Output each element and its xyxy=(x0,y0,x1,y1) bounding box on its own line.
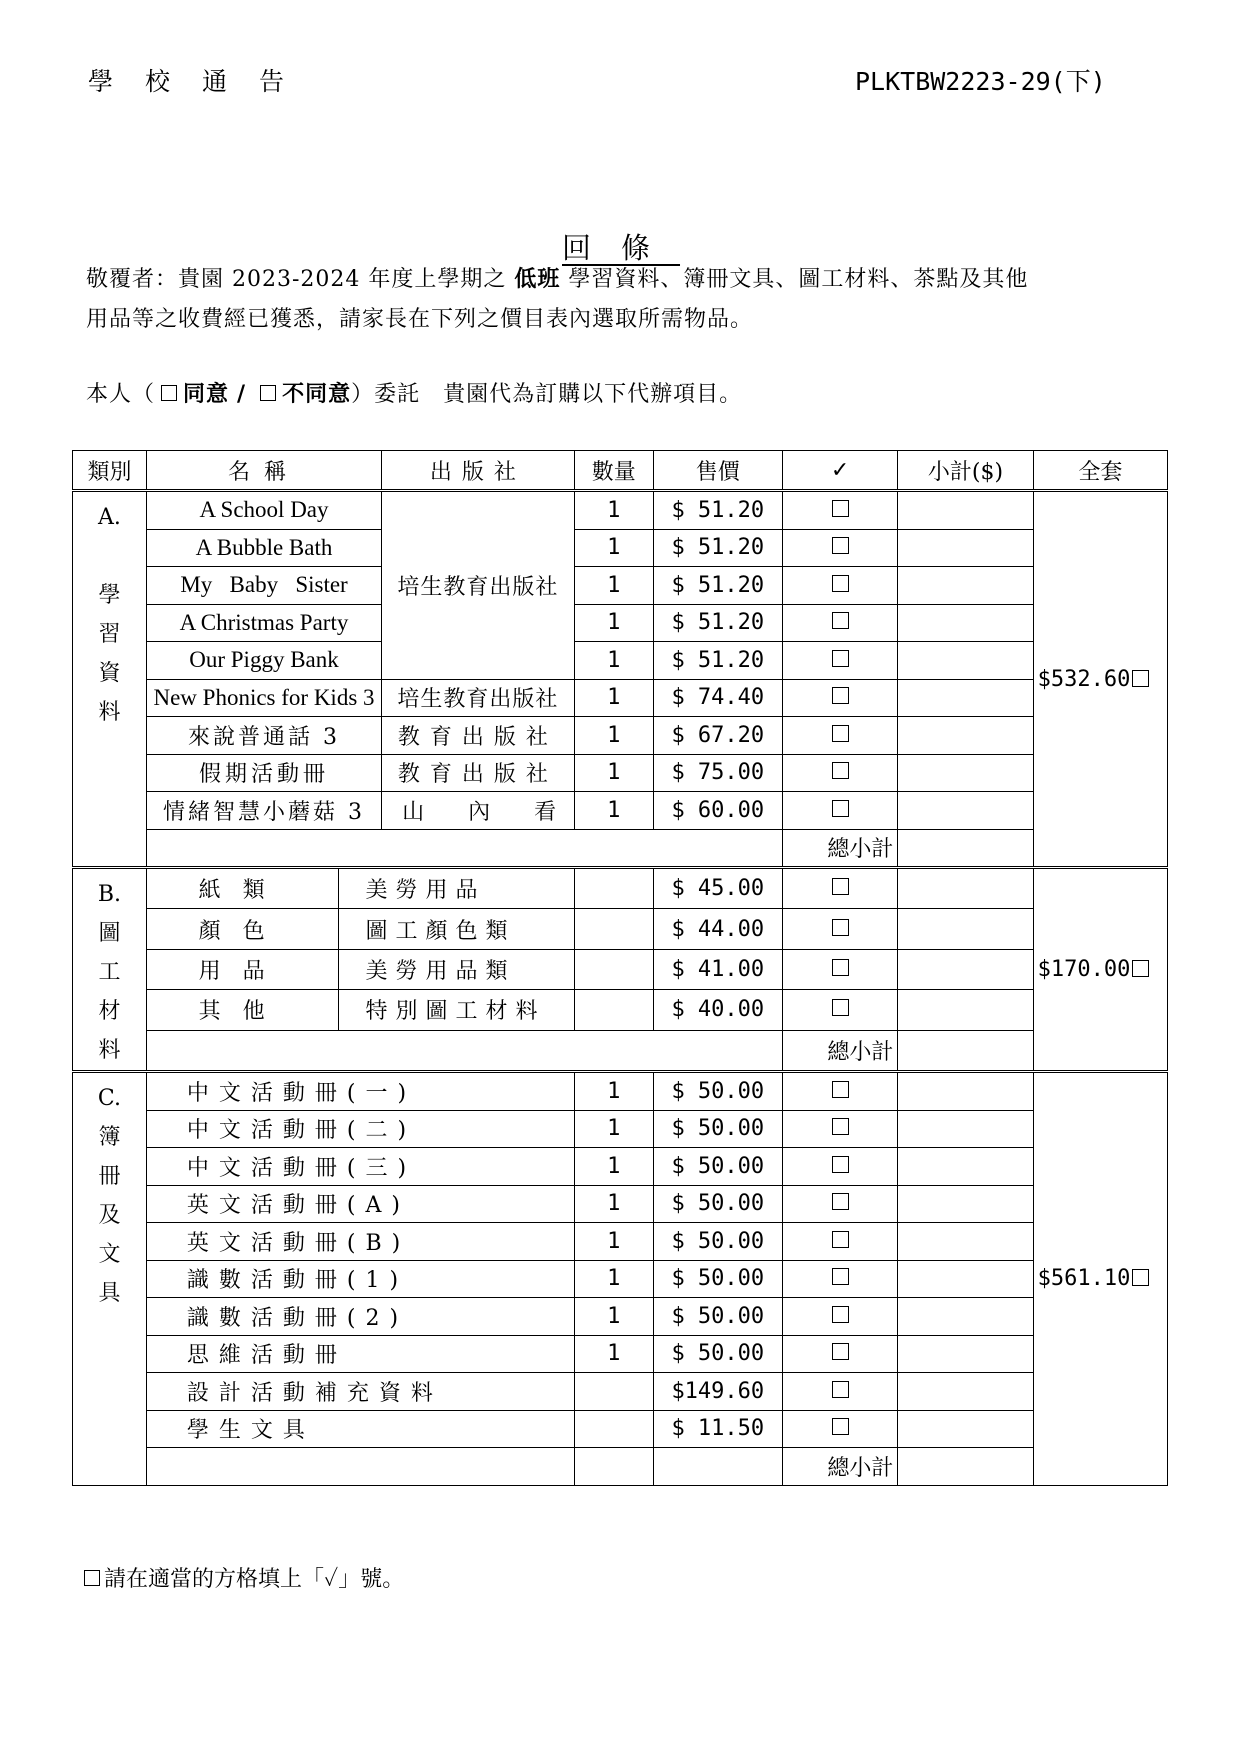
category-letter: C. xyxy=(97,1086,121,1111)
item-description: 美勞用品類 xyxy=(339,949,574,989)
consent-separator: / xyxy=(237,382,247,407)
item-name: 英文活動冊(A) xyxy=(146,1185,574,1223)
item-price: $149.60 xyxy=(653,1373,782,1411)
table-row xyxy=(73,949,1168,989)
table-row xyxy=(73,1335,1168,1373)
header-price: 售價 xyxy=(653,451,782,491)
set-checkbox[interactable] xyxy=(1132,1269,1149,1286)
table-row xyxy=(73,679,1168,717)
subtotal-label: 總小計 xyxy=(782,829,898,868)
blank-cell xyxy=(146,829,782,868)
blank-cell xyxy=(146,1448,574,1486)
item-publisher: 教育出版社 xyxy=(382,754,575,792)
item-qty xyxy=(574,868,653,909)
item-checkbox[interactable] xyxy=(782,1410,898,1448)
item-name: 學生文具 xyxy=(146,1410,574,1448)
item-qty: 1 xyxy=(574,1148,653,1186)
item-price: $ 75.00 xyxy=(653,754,782,792)
item-subtotal-cell[interactable] xyxy=(898,1298,1033,1336)
item-subtotal-cell[interactable] xyxy=(898,1335,1033,1373)
notice-reference-code: PLKTBW2223-29(下) xyxy=(855,67,1106,96)
item-checkbox[interactable] xyxy=(782,792,898,830)
item-checkbox[interactable] xyxy=(782,1110,898,1148)
table-row xyxy=(73,604,1168,642)
table-row xyxy=(73,1260,1168,1298)
table-row xyxy=(73,1373,1168,1411)
notice-heading: 學校通告 xyxy=(88,67,317,96)
item-subtotal-cell[interactable] xyxy=(898,909,1033,949)
set-checkbox[interactable] xyxy=(1132,670,1149,687)
header-name: 名稱 xyxy=(146,451,381,491)
item-name: 英文活動冊(B) xyxy=(146,1223,574,1261)
table-row xyxy=(73,754,1168,792)
item-name: 識數活動冊(1) xyxy=(146,1260,574,1298)
item-name: A Christmas Party xyxy=(146,604,381,642)
item-checkbox[interactable] xyxy=(782,604,898,642)
item-qty: 1 xyxy=(574,717,653,755)
header-category: 類別 xyxy=(73,451,147,491)
agree-checkbox[interactable] xyxy=(161,385,177,401)
item-publisher: 培生教育出版社 xyxy=(382,679,575,717)
table-row xyxy=(73,868,1168,909)
set-price-value: $532.60 xyxy=(1037,666,1131,692)
set-price-a xyxy=(1033,491,1167,868)
item-subtotal-cell[interactable] xyxy=(898,717,1033,755)
item-name: 設計活動補充資料 xyxy=(146,1373,574,1411)
table-row xyxy=(73,1148,1168,1186)
table-row xyxy=(73,1223,1168,1261)
item-qty: 1 xyxy=(574,642,653,680)
item-subtotal-cell[interactable] xyxy=(898,567,1033,605)
table-row xyxy=(73,491,1168,530)
item-subtotal-cell[interactable] xyxy=(898,679,1033,717)
item-qty: 1 xyxy=(574,604,653,642)
item-name: New Phonics for Kids 3 xyxy=(146,679,381,717)
item-name: A School Day xyxy=(146,491,381,530)
item-subtotal-cell[interactable] xyxy=(898,792,1033,830)
consent-prefix: 本人（ xyxy=(86,382,156,407)
table-row xyxy=(73,717,1168,755)
intro-line-2: 用品等之收費經已獲悉，請家長在下列之價目表內選取所需物品。 xyxy=(86,307,754,332)
section-total-cell[interactable] xyxy=(898,829,1033,868)
item-checkbox[interactable] xyxy=(782,949,898,989)
item-qty xyxy=(574,949,653,989)
item-description: 美勞用品 xyxy=(339,868,574,909)
item-subtotal-cell[interactable] xyxy=(898,1072,1033,1111)
item-checkbox[interactable] xyxy=(782,909,898,949)
subtotal-row xyxy=(73,829,1168,868)
item-qty: 1 xyxy=(574,1185,653,1223)
item-qty: 1 xyxy=(574,491,653,530)
item-price: $ 60.00 xyxy=(653,792,782,830)
set-checkbox[interactable] xyxy=(1132,960,1149,977)
table-row xyxy=(73,1410,1168,1448)
item-price: $ 50.00 xyxy=(653,1072,782,1111)
subtotal-row xyxy=(73,1448,1168,1486)
item-price: $ 51.20 xyxy=(653,529,782,567)
item-qty xyxy=(574,909,653,949)
item-checkbox[interactable] xyxy=(782,529,898,567)
item-name: 中文活動冊(二) xyxy=(146,1110,574,1148)
table-row xyxy=(73,1185,1168,1223)
blank-cell xyxy=(146,1030,782,1071)
table-header-row xyxy=(73,451,1168,491)
item-qty xyxy=(574,990,653,1030)
table-row xyxy=(73,792,1168,830)
item-checkbox[interactable] xyxy=(782,717,898,755)
subtotal-label: 總小計 xyxy=(782,1448,898,1486)
item-name: 情緒智慧小蘑菇 3 xyxy=(146,792,381,830)
intro-text: 敬覆者：貴園 2023-2024 年度上學期之 xyxy=(86,267,507,292)
table-row xyxy=(73,909,1168,949)
item-checkbox[interactable] xyxy=(782,1148,898,1186)
item-qty: 1 xyxy=(574,754,653,792)
item-name: 用品 xyxy=(146,949,339,989)
item-price: $ 50.00 xyxy=(653,1223,782,1261)
item-name: 紙類 xyxy=(146,868,339,909)
agree-label: 同意 xyxy=(183,382,230,407)
category-letter: B. xyxy=(97,882,122,907)
category-c-label xyxy=(73,1072,147,1486)
item-price: $ 51.20 xyxy=(653,491,782,530)
category-b-label xyxy=(73,868,147,1072)
item-checkbox[interactable] xyxy=(782,491,898,530)
order-form-table xyxy=(72,450,1168,1486)
item-subtotal-cell[interactable] xyxy=(898,868,1033,909)
item-subtotal-cell[interactable] xyxy=(898,1223,1033,1261)
disagree-label: 不同意 xyxy=(282,382,352,407)
item-price: $ 50.00 xyxy=(653,1148,782,1186)
item-subtotal-cell[interactable] xyxy=(898,1110,1033,1148)
item-name: 假期活動冊 xyxy=(146,754,381,792)
item-subtotal-cell[interactable] xyxy=(898,1410,1033,1448)
item-price: $ 40.00 xyxy=(653,990,782,1030)
header-quantity: 數量 xyxy=(574,451,653,491)
item-price: $ 44.00 xyxy=(653,909,782,949)
item-subtotal-cell[interactable] xyxy=(898,1260,1033,1298)
instruction-note xyxy=(84,1562,404,1593)
item-checkbox[interactable] xyxy=(782,679,898,717)
table-row xyxy=(73,1298,1168,1336)
checkbox-legend-icon xyxy=(84,1570,100,1586)
item-checkbox[interactable] xyxy=(782,1373,898,1411)
category-name: 簿冊及文具 xyxy=(98,1125,121,1306)
category-a-label xyxy=(73,491,147,868)
item-qty: 1 xyxy=(574,1110,653,1148)
section-total-cell[interactable] xyxy=(898,1030,1033,1071)
item-qty: 1 xyxy=(574,1072,653,1111)
item-name: 識數活動冊(2) xyxy=(146,1298,574,1336)
table-row xyxy=(73,1072,1168,1111)
item-price: $ 11.50 xyxy=(653,1410,782,1448)
instruction-text: 請在適當的方格填上「✓」號。 xyxy=(104,1567,405,1592)
item-name: Our Piggy Bank xyxy=(146,642,381,680)
intro-line-1 xyxy=(86,262,1028,293)
item-price: $ 50.00 xyxy=(653,1185,782,1223)
header-check: ✓ xyxy=(782,451,898,491)
item-publisher: 山內看 xyxy=(382,792,575,830)
item-checkbox[interactable] xyxy=(782,1335,898,1373)
item-checkbox[interactable] xyxy=(782,1260,898,1298)
item-name: 中文活動冊(三) xyxy=(146,1148,574,1186)
item-checkbox[interactable] xyxy=(782,567,898,605)
set-price-c xyxy=(1033,1072,1167,1486)
item-price: $ 41.00 xyxy=(653,949,782,989)
item-checkbox[interactable] xyxy=(782,642,898,680)
set-price-value: $561.10 xyxy=(1037,1266,1131,1292)
subtotal-row xyxy=(73,1030,1168,1071)
table-row xyxy=(73,529,1168,567)
category-name: 圖工材料 xyxy=(98,921,121,1063)
item-qty: 1 xyxy=(574,529,653,567)
item-qty xyxy=(574,1410,653,1448)
item-price: $ 50.00 xyxy=(653,1110,782,1148)
section-total-cell[interactable] xyxy=(898,1448,1033,1486)
item-qty: 1 xyxy=(574,567,653,605)
item-name: My Baby Sister xyxy=(146,567,381,605)
item-subtotal-cell[interactable] xyxy=(898,990,1033,1030)
category-name: 學習資料 xyxy=(98,583,121,725)
item-subtotal-cell[interactable] xyxy=(898,1185,1033,1223)
item-checkbox[interactable] xyxy=(782,1223,898,1261)
item-name: 思維活動冊 xyxy=(146,1335,574,1373)
item-price: $ 50.00 xyxy=(653,1298,782,1336)
item-qty: 1 xyxy=(574,1335,653,1373)
disagree-checkbox[interactable] xyxy=(260,385,276,401)
item-checkbox[interactable] xyxy=(782,1185,898,1223)
item-checkbox[interactable] xyxy=(782,990,898,1030)
item-price: $ 67.20 xyxy=(653,717,782,755)
item-name: 來說普通話 3 xyxy=(146,717,381,755)
set-price-value: $170.00 xyxy=(1037,957,1131,982)
item-price: $ 51.20 xyxy=(653,604,782,642)
page-title: 回條 xyxy=(562,231,681,265)
blank-cell xyxy=(574,1448,653,1486)
item-checkbox[interactable] xyxy=(782,868,898,909)
item-price: $ 50.00 xyxy=(653,1335,782,1373)
header-publisher: 出版社 xyxy=(382,451,575,491)
item-price: $ 74.40 xyxy=(653,679,782,717)
item-qty xyxy=(574,1373,653,1411)
set-price-b xyxy=(1033,868,1167,1072)
table-row xyxy=(73,567,1168,605)
item-name: 顏色 xyxy=(146,909,339,949)
item-subtotal-cell[interactable] xyxy=(898,529,1033,567)
item-subtotal-cell[interactable] xyxy=(898,754,1033,792)
item-qty: 1 xyxy=(574,1223,653,1261)
blank-cell xyxy=(653,1448,782,1486)
item-name: 中文活動冊(一) xyxy=(146,1072,574,1111)
category-letter: A. xyxy=(98,505,121,530)
item-qty: 1 xyxy=(574,679,653,717)
consent-line xyxy=(86,377,742,408)
item-description: 特別圖工材料 xyxy=(339,990,574,1030)
item-name: 其他 xyxy=(146,990,339,1030)
item-subtotal-cell[interactable] xyxy=(898,1373,1033,1411)
item-qty: 1 xyxy=(574,1298,653,1336)
item-qty: 1 xyxy=(574,1260,653,1298)
item-name: A Bubble Bath xyxy=(146,529,381,567)
table-row xyxy=(73,642,1168,680)
item-description: 圖工顏色類 xyxy=(339,909,574,949)
table-row xyxy=(73,1110,1168,1148)
consent-suffix: ）委託 貴園代為訂購以下代辦項目。 xyxy=(351,382,743,407)
item-subtotal-cell[interactable] xyxy=(898,642,1033,680)
item-subtotal-cell[interactable] xyxy=(898,491,1033,530)
item-subtotal-cell[interactable] xyxy=(898,604,1033,642)
intro-text: 學習資料、簿冊文具、圖工材料、茶點及其他 xyxy=(568,267,1029,292)
item-price: $ 50.00 xyxy=(653,1260,782,1298)
item-publisher: 培生教育出版社 xyxy=(382,491,575,680)
subtotal-label: 總小計 xyxy=(782,1030,898,1071)
item-price: $ 45.00 xyxy=(653,868,782,909)
header-subtotal: 小計($) xyxy=(898,451,1033,491)
item-checkbox[interactable] xyxy=(782,754,898,792)
item-subtotal-cell[interactable] xyxy=(898,1148,1033,1186)
item-subtotal-cell[interactable] xyxy=(898,949,1033,989)
header-set: 全套 xyxy=(1033,451,1167,491)
class-name: 低班 xyxy=(514,267,561,292)
item-checkbox[interactable] xyxy=(782,1298,898,1336)
item-price: $ 51.20 xyxy=(653,642,782,680)
table-row xyxy=(73,990,1168,1030)
item-publisher: 教育出版社 xyxy=(382,717,575,755)
item-price: $ 51.20 xyxy=(653,567,782,605)
item-checkbox[interactable] xyxy=(782,1072,898,1111)
item-qty: 1 xyxy=(574,792,653,830)
